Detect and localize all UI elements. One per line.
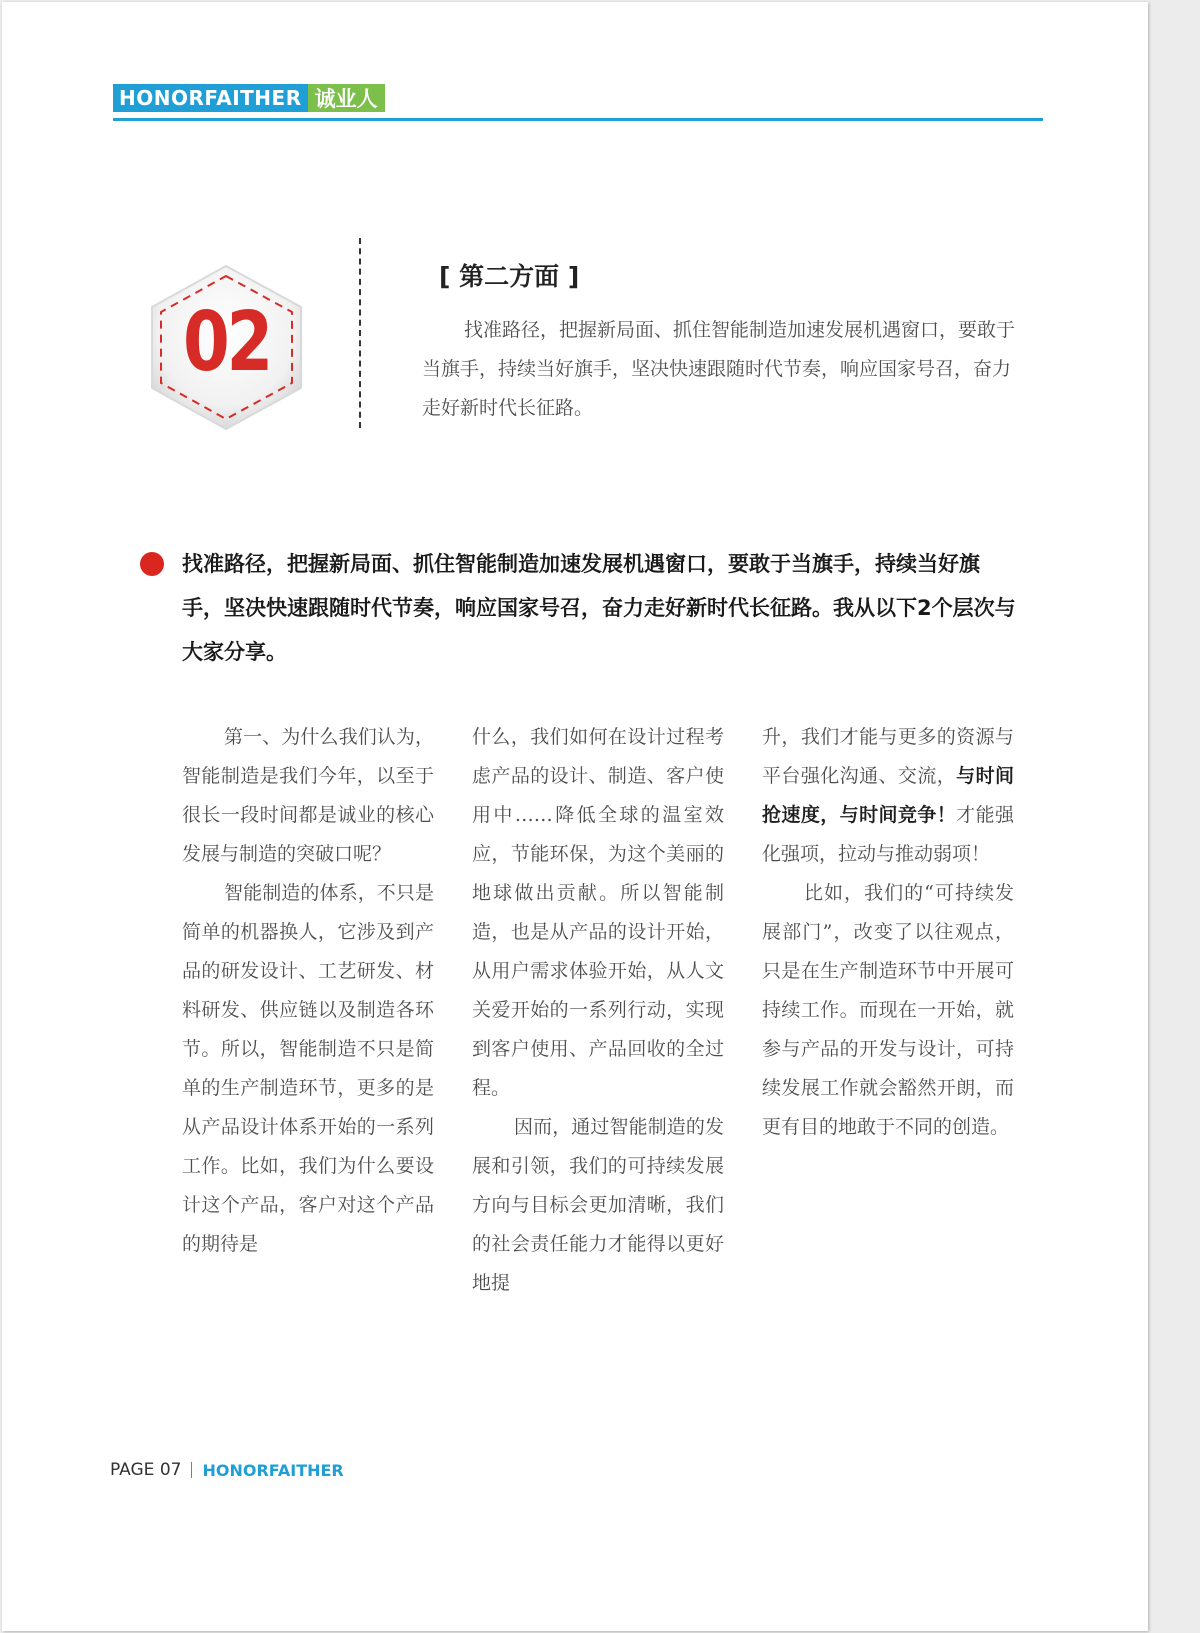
text-run: 才能强化强项，拉动与推动弱项！	[762, 804, 1014, 865]
paragraph: 比如，我们的“可持续发展部门”，改变了以往观点，只是在生产制造环节中开展可持续工作。而现在一开始，就参与产品的开发与设计，可持续发展工作就会豁然开朗，而更有目的地敢于不同的创造。	[762, 882, 1014, 1138]
header-brand-bar	[113, 84, 385, 112]
section-intro: 找准路径，把握新局面、抓住智能制造加速发展机遇窗口，要敢于当旗手，持续当好旗手，坚决快速跟随时代节奏，响应国家号召，奋力走好新时代长征路。	[422, 319, 1016, 419]
paragraph	[762, 718, 1014, 874]
paragraph: 智能制造的体系，不只是简单的机器换人，它涉及到产品的研发设计、工艺研发、材料研发、供应链以及制造各环节。所以，智能制造不只是简单的生产制造环节，更多的是从产品设计体系开始的一系列工作。比如，我们为什么要设计这个产品，客户对这个产品的期待是	[182, 882, 434, 1255]
paragraph: 第一、为什么我们认为，智能制造是我们今年，以至于很长一段时间都是诚业的核心发展与制造的突破口呢？	[182, 726, 434, 865]
section-title: [ 第二方面 ]	[439, 262, 580, 291]
emphasis-text: 与时间抢速度，与时间竞争！	[762, 765, 1014, 826]
header-rule	[113, 118, 1043, 121]
footer-separator	[191, 1462, 192, 1478]
magazine-page	[2, 2, 1148, 1631]
body-column-3	[762, 718, 1014, 1147]
highlight-statement: 找准路径，把握新局面、抓住智能制造加速发展机遇窗口，要敢于当旗手，持续当好旗手，坚决快速跟随时代节奏，响应国家号召，奋力走好新时代长征路。我从以下2个层次与大家分享。	[182, 552, 1016, 664]
paragraph: 因而，通过智能制造的发展和引领，我们的可持续发展方向与目标会更加清晰，我们的社会责任能力才能得以更好地提	[472, 1116, 724, 1294]
page-footer	[110, 1460, 344, 1480]
body-column-1	[182, 718, 434, 1264]
section-number-badge	[144, 262, 309, 432]
text-run: 升，我们才能与更多的资源与平台强化沟通、交流，	[762, 726, 1014, 787]
footer-brand: HONORFAITHER	[202, 1460, 344, 1480]
body-column-2	[472, 718, 724, 1303]
page-number: PAGE 07	[110, 1460, 182, 1480]
dashed-divider	[359, 238, 361, 428]
paragraph: 什么，我们如何在设计过程考虑产品的设计、制造、客户使用中……降低全球的温室效应，节能环保，为这个美丽的地球做出贡献。所以智能制造，也是从产品的设计开始，从用户需求体验开始，从人文关爱开始的一系列行动，实现到客户使用、产品回收的全过程。	[472, 726, 724, 1099]
brand-name-en: HONORFAITHER	[113, 84, 308, 112]
brand-name-cn: 诚业人	[308, 84, 385, 112]
bullet-dot-icon	[140, 552, 164, 576]
section-number: 02	[182, 295, 271, 390]
